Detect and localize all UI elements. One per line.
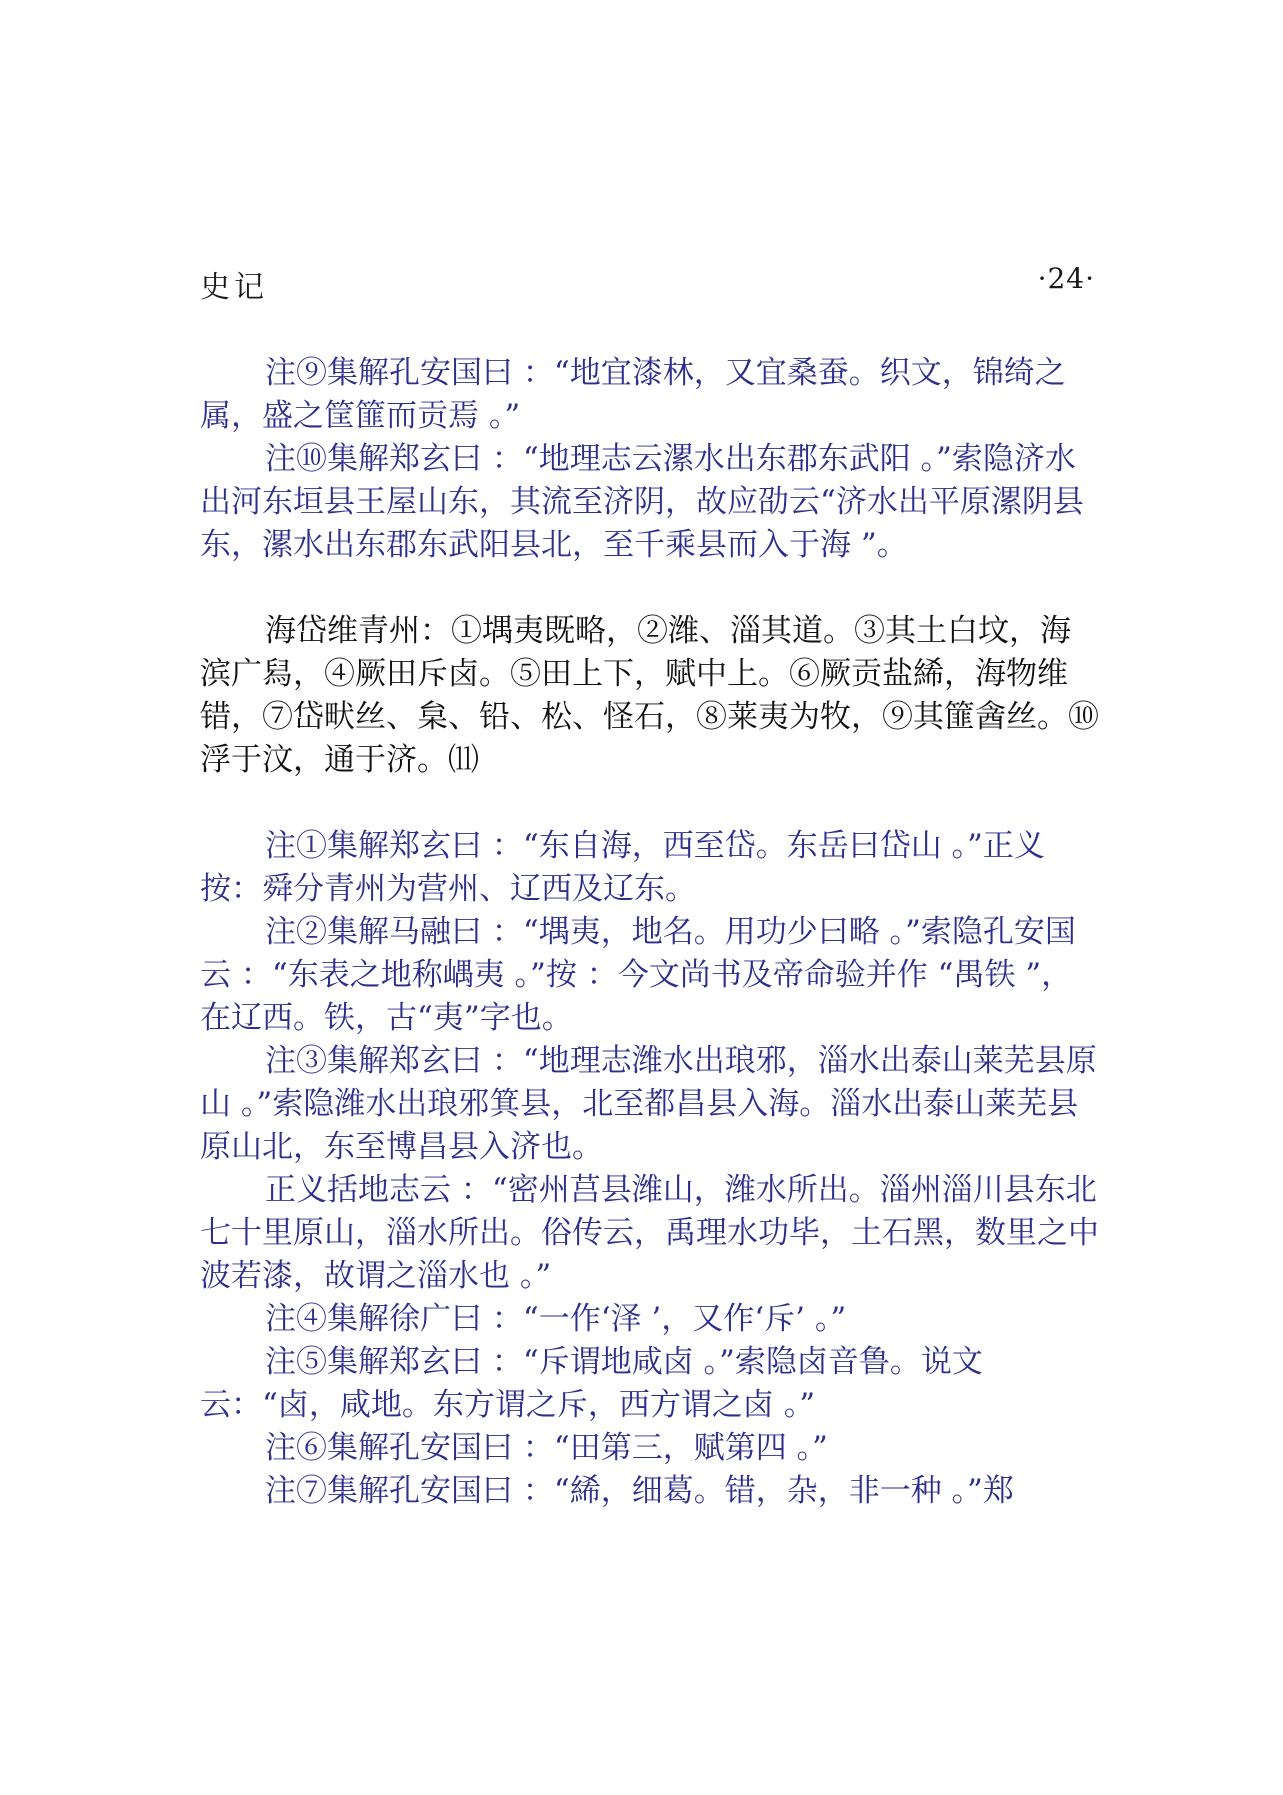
annotation-paragraph: 注②集解马融曰 ：“堣夷，地名。用功少曰略 。”索隐孔安国云 ：“东表之地称嵎夷 。”按 ：今文尚书及帝命验并作 “禺铁 ”，在辽西。铁，古“夷”字也。 (200, 914, 1076, 1036)
page-number: ·24· (1037, 262, 1095, 295)
main-text-paragraph: 海岱维青州：①堣夷既略，②潍、淄其道。③其土白坟，海滨广舄，④厥田斥卤。⑤田上下，赋中上。⑥厥贡盐絺，海物维错，⑦岱畎丝、枲、铅、松、怪石，⑧莱夷为牧，⑨其篚酓丝。⑩浮于汶，通于济。⑾ (200, 613, 1099, 778)
annotation-paragraph: 注④集解徐广曰 ：“一作‘泽 ’，又作‘斥’ 。” (265, 1301, 847, 1337)
annotation-paragraph: 注⑨集解孔安国曰 ：“地宜漆林，又宜桑蚕。织文，锦绮之属，盛之筐篚而贡焉 。” (200, 355, 1066, 434)
annotation-paragraph: 注⑥集解孔安国曰 ：“田第三，赋第四 。” (265, 1430, 828, 1466)
page-header (200, 262, 1095, 312)
annotation-paragraph: 正义括地志云 ：“密州莒县潍山，潍水所出。淄州淄川县东北七十里原山，淄水所出。俗传云，禹理水功毕，土石黑，数里之中波若漆，故谓之淄水也 。” (200, 1172, 1099, 1294)
page-body (200, 352, 1100, 1513)
paragraph-spacer (200, 782, 1100, 825)
annotation-paragraph: 注⑤集解郑玄曰 ：“斥谓地咸卤 。”索隐卤音鲁。说文云：“卤，咸地。东方谓之斥，西方谓之卤 。” (200, 1344, 983, 1423)
book-title: 史记 (200, 270, 268, 305)
annotation-paragraph: 注⑦集解孔安国曰 ：“絺，细葛。错，杂，非一种 。”郑 (265, 1473, 1014, 1509)
paragraph-spacer (200, 567, 1100, 610)
annotation-paragraph: 注③集解郑玄曰 ：“地理志潍水出琅邪，淄水出泰山莱芜县原山 。”索隐潍水出琅邪箕县，北至都昌县入海。淄水出泰山莱芜县原山北，东至博昌县入济也。 (200, 1043, 1097, 1165)
annotation-paragraph: 注⑩集解郑玄曰 ：“地理志云漯水出东郡东武阳 。”索隐济水出河东垣县王屋山东，其流至济阴，故应劭云“济水出平原漯阴县东，漯水出东郡东武阳县北，至千乘县而入于海 ”。 (200, 441, 1084, 563)
annotation-paragraph: 注①集解郑玄曰 ：“东自海，西至岱。东岳曰岱山 。”正义按：舜分青州为营州、辽西及辽东。 (200, 828, 1045, 907)
